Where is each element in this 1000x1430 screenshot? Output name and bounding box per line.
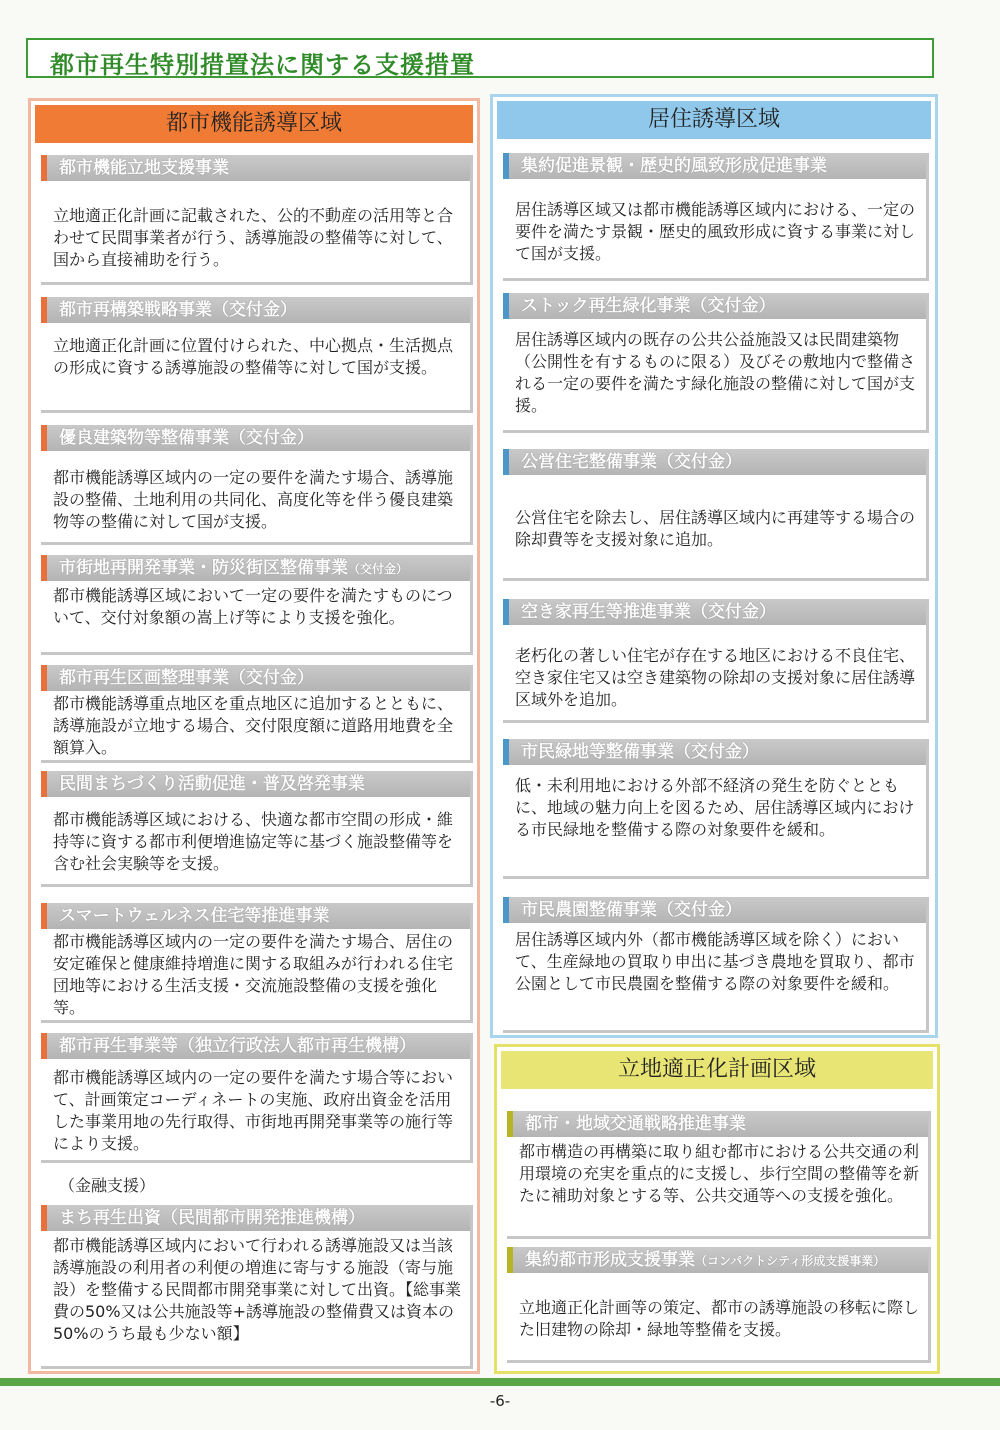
card-title: 空き家再生等推進事業（交付金） xyxy=(503,599,926,625)
finance-support-label: （金融支援） xyxy=(59,1176,156,1195)
card-title: 集約促進景観・歴史的風致形成促進事業 xyxy=(503,153,926,179)
card-title: まち再生出資（民間都市開発推進機構） xyxy=(41,1205,470,1231)
card-title: 市民緑地等整備事業（交付金） xyxy=(503,739,926,765)
card-body: 居住誘導区域又は都市機能誘導区域内における、一定の要件を満たす景観・歴史的風致形成に資する事業に対して国が支援。 xyxy=(515,200,916,263)
card-body: 公営住宅を除去し、居住誘導区域内に再建等する場合の除却費等を支援対象に追加。 xyxy=(515,508,916,549)
card-body: 立地適正化計画に位置付けられた、中心拠点・生活拠点の形成に資する誘導施設の整備等に対して国が支援。 xyxy=(53,336,454,377)
support-card xyxy=(503,153,929,281)
urban-function-zone-panel xyxy=(28,98,480,1374)
card-body: 都市機能誘導区域における、快適な都市空間の形成・維持等に資する都市利便増進協定等に基づく施設整備等を含む社会実験等を支援。 xyxy=(53,810,454,873)
page-title: 都市再生特別措置法に関する支援措置 xyxy=(50,51,475,79)
card-title-text: 集約都市形成支援事業 xyxy=(525,1250,695,1270)
support-card xyxy=(41,665,473,763)
support-card xyxy=(503,599,929,723)
card-body: 居住誘導区域内の既存の公共公益施設又は民間建築物（公開性を有するものに限る）及びその敷地内で整備される一定の要件を満たす緑化施設の整備に対して国が支援。 xyxy=(515,330,916,415)
card-body: 老朽化の著しい住宅が存在する地区における不良住宅、空き家住宅又は空き建築物の除却の支援対象に居住誘導区域外を追加。 xyxy=(515,646,916,709)
card-body: 都市機能誘導区域において一定の要件を満たすものについて、交付対象額の嵩上げ等により支援を強化。 xyxy=(53,586,453,627)
support-card xyxy=(41,1033,473,1163)
page-title-box xyxy=(26,38,934,78)
card-title-text: 市街地再開発事業・防災街区整備事業 xyxy=(59,558,348,578)
support-card xyxy=(503,897,929,1033)
support-card xyxy=(41,903,473,1023)
zone-header-residential: 居住誘導区域 xyxy=(497,101,931,139)
card-title: ストック再生緑化事業（交付金） xyxy=(503,293,926,319)
card-title: 都市再生区画整理事業（交付金） xyxy=(41,665,470,691)
support-card xyxy=(41,155,473,285)
card-title: 都市機能立地支援事業 xyxy=(41,155,470,181)
support-card xyxy=(507,1247,931,1363)
card-title: 都市再構築戦略事業（交付金） xyxy=(41,297,470,323)
card-body: 都市機能誘導区域内において行われる誘導施設又は当該誘導施設の利用者の利便の増進に寄与する施設（寄与施設）を整備する民間都市開発事業に対して出資。【総事業費の50%又は公共施設等+誘導施設の整備費又は資本の50%のうち最も少ない額】 xyxy=(53,1236,462,1343)
support-card xyxy=(41,297,473,413)
support-card xyxy=(503,293,929,433)
card-body: 立地適正化計画に記載された、公的不動産の活用等と合わせて民間事業者が行う、誘導施設の整備等に対して、国から直接補助を行う。 xyxy=(53,206,454,269)
support-card xyxy=(503,449,929,581)
card-title: 都市再生事業等（独立行政法人都市再生機構） xyxy=(41,1033,470,1059)
card-title: スマートウェルネス住宅等推進事業 xyxy=(41,903,470,929)
page-number: -6- xyxy=(489,1392,511,1410)
card-title: 市民農園整備事業（交付金） xyxy=(503,897,926,923)
card-body: 居住誘導区域内外（都市機能誘導区域を除く）において、生産緑地の買取り申出に基づき農地を買取り、都市公園として市民農園を整備する際の対象要件を緩和。 xyxy=(515,930,915,993)
card-body: 都市機能誘導区域内の一定の要件を満たす場合、居住の安定確保と健康維持増進に関する取組みが行われる住宅団地等における生活支援・交流施設整備の支援を強化等。 xyxy=(53,932,454,1017)
card-title xyxy=(41,555,470,581)
card-title: 優良建築物等整備事業（交付金） xyxy=(41,425,470,451)
card-body: 都市機能誘導重点地区を重点地区に追加するとともに、誘導施設が立地する場合、交付限度額に道路用地費を全額算入。 xyxy=(53,694,454,757)
card-title: 民間まちづくり活動促進・普及啓発事業 xyxy=(41,771,470,797)
zone-header-urban-function: 都市機能誘導区域 xyxy=(35,105,473,143)
support-card xyxy=(41,1205,473,1369)
card-title: 都市・地域交通戦略推進事業 xyxy=(507,1111,928,1137)
location-optimization-plan-panel xyxy=(494,1044,940,1374)
card-body: 都市機能誘導区域内の一定の要件を満たす場合等において、計画策定コーディネートの実施、政府出資金を活用した事業用地の先行取得、市街地再開発事業等の施行等により支援。 xyxy=(53,1068,454,1153)
support-card xyxy=(41,555,473,655)
card-body: 低・未利用地における外部不経済の発生を防ぐとともに、地域の魅力向上を図るため、居住誘導区域内における市民緑地を整備する際の対象要件を緩和。 xyxy=(515,776,915,839)
support-card xyxy=(41,771,473,887)
card-title: 公営住宅整備事業（交付金） xyxy=(503,449,926,475)
card-title xyxy=(507,1247,928,1273)
card-title-suffix: （交付金） xyxy=(348,562,409,576)
card-title-suffix: （コンパクトシティ形成支援事業） xyxy=(695,1254,886,1268)
card-body: 都市機能誘導区域内の一定の要件を満たす場合、誘導施設の整備、土地利用の共同化、高度化等を伴う優良建築物等の整備に対して国が支援。 xyxy=(53,468,454,531)
support-card xyxy=(503,739,929,879)
support-card xyxy=(41,425,473,545)
card-body: 都市構造の再構築に取り組む都市における公共交通の利用環境の充実を重点的に支援し、歩行空間の整備等を新たに補助対象とする等、公共交通等への支援を強化。 xyxy=(519,1142,920,1205)
support-card xyxy=(507,1111,931,1239)
footer-bar xyxy=(0,1378,1000,1386)
card-body: 立地適正化計画等の策定、都市の誘導施設の移転に際した旧建物の除却・緑地等整備を支援。 xyxy=(519,1298,920,1339)
residential-zone-panel xyxy=(490,94,938,1038)
zone-header-location-optimization: 立地適正化計画区域 xyxy=(501,1051,933,1089)
